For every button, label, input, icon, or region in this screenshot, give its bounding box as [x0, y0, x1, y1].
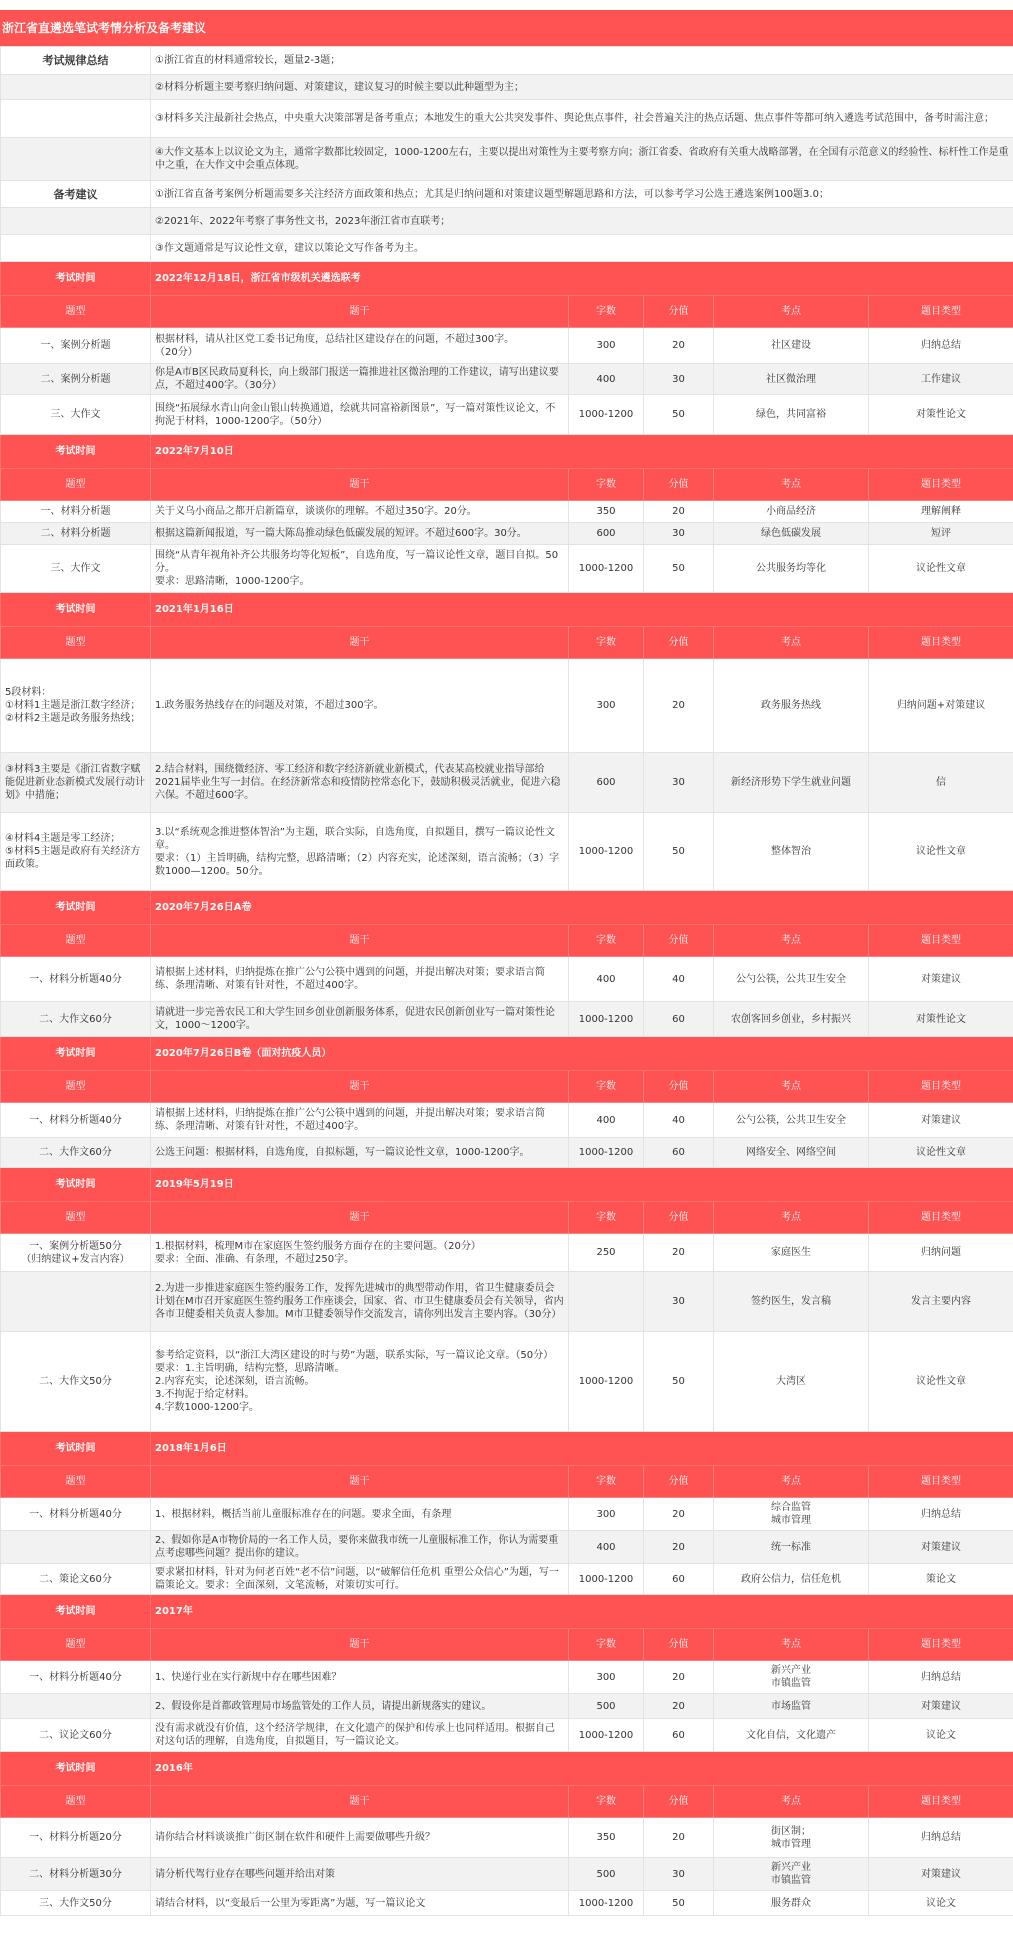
exam-time-value: 2020年7月26日B卷（面对抗疫人员）	[151, 1037, 1013, 1071]
cell-category: 议论性文章	[869, 813, 1013, 891]
header-type: 题型	[1, 469, 151, 501]
cell-words: 1000-1200	[569, 395, 644, 435]
header-score: 分值	[644, 1202, 714, 1234]
cell-stem: 请就进一步完善农民工和大学生回乡创业创新服务体系，促进农民创新创业写一篇对策性论文，1000～1200字。	[151, 1002, 569, 1037]
cell-words: 500	[569, 1694, 644, 1719]
exam-analysis-table	[0, 46, 1013, 1916]
cell-category: 发言主要内容	[869, 1272, 1013, 1332]
table-header-row	[1, 925, 1013, 957]
cell-category: 归纳问题	[869, 1234, 1013, 1272]
cell-score: 20	[644, 1694, 714, 1719]
header-type: 题型	[1, 1629, 151, 1661]
cell-point: 市场监管	[714, 1694, 869, 1719]
cell-category: 议论文	[869, 1719, 1013, 1752]
table-row	[1, 1332, 1013, 1432]
summary-label	[1, 100, 151, 138]
header-words: 字数	[569, 469, 644, 501]
cell-words: 1000-1200	[569, 1891, 644, 1916]
table-header-row	[1, 1466, 1013, 1498]
header-stem: 题干	[151, 469, 569, 501]
header-point: 考点	[714, 925, 869, 957]
exam-time-value: 2022年7月10日	[151, 435, 1013, 469]
cell-category: 对策性论文	[869, 395, 1013, 435]
cell-words: 300	[569, 1498, 644, 1531]
cell-words: 300	[569, 328, 644, 364]
table-row	[1, 328, 1013, 364]
header-stem: 题干	[151, 1071, 569, 1103]
summary-label: 备考建议	[1, 181, 151, 208]
cell-stem: 请结合材料，以“变最后一公里为零距离”为题，写一篇议论文	[151, 1891, 569, 1916]
header-point: 考点	[714, 1466, 869, 1498]
summary-text: ③材料多关注最新社会热点，中央重大决策部署是备考重点；本地发生的重大公共突发事件、舆论焦点事件，社会普遍关注的热点话题、焦点事件等都可纳入遴选考试范围中，备考时需注意；	[151, 100, 1013, 138]
table-row	[1, 957, 1013, 1002]
table-header-row	[1, 1629, 1013, 1661]
cell-category: 归纳总结	[869, 1661, 1013, 1694]
cell-type: 一、案例分析题50分 （归纳建议+发言内容）	[1, 1234, 151, 1272]
header-score: 分值	[644, 925, 714, 957]
cell-type: 一、材料分析题	[1, 501, 151, 523]
cell-point: 大湾区	[714, 1332, 869, 1432]
exam-time-label: 考试时间	[1, 1432, 151, 1466]
header-point: 考点	[714, 1202, 869, 1234]
header-category: 题目类型	[869, 469, 1013, 501]
header-type: 题型	[1, 1786, 151, 1818]
exam-time-label: 考试时间	[1, 593, 151, 627]
header-type: 题型	[1, 1071, 151, 1103]
exam-section-row	[1, 1595, 1013, 1629]
cell-point: 公共服务均等化	[714, 545, 869, 593]
summary-text: ②2021年、2022年考察了事务性文书，2023年浙江省市直联考；	[151, 208, 1013, 235]
cell-point: 新兴产业 市镇监管	[714, 1858, 869, 1891]
exam-time-label: 考试时间	[1, 1168, 151, 1202]
cell-words: 1000-1200	[569, 1719, 644, 1752]
cell-words: 400	[569, 957, 644, 1002]
cell-type: 一、材料分析题40分	[1, 1661, 151, 1694]
cell-score: 60	[644, 1564, 714, 1595]
cell-stem: 没有需求就没有价值，这个经济学规律，在文化遗产的保护和传承上也同样适用。根据自己对这句话的理解，自选角度，自拟题目，写一篇议论文。	[151, 1719, 569, 1752]
exam-section-row	[1, 262, 1013, 296]
cell-stem: 要求紧扣材料，针对为何老百姓“老不信”问题，以“破解信任危机 重塑公众信心”为题，写一篇策论文。要求：全面深刻，文笔流畅，对策切实可行。	[151, 1564, 569, 1595]
exam-time-value: 2020年7月26日A卷	[151, 891, 1013, 925]
table-row	[1, 523, 1013, 545]
cell-stem: 你是A市B区民政局夏科长，向上级部门报送一篇推进社区微治理的工作建议，请写出建议要点，不超过400字。（30分）	[151, 364, 569, 395]
header-stem: 题干	[151, 1466, 569, 1498]
cell-category: 对策建议	[869, 1858, 1013, 1891]
cell-score: 30	[644, 1272, 714, 1332]
cell-point: 统一标准	[714, 1531, 869, 1564]
cell-type: 二、大作文60分	[1, 1002, 151, 1037]
cell-score: 20	[644, 1818, 714, 1858]
cell-type: 一、材料分析题40分	[1, 1498, 151, 1531]
cell-point: 社区建设	[714, 328, 869, 364]
cell-stem: 2.为进一步推进家庭医生签约服务工作，发挥先进城市的典型带动作用，省卫生健康委员会计划在M市召开家庭医生签约服务工作座谈会，国家、省、市卫生健康委员会有关领导，省内各市卫健委相关负责人参加。M市卫健委领导作交流发言，请你列出发言主要内容。（30分）	[151, 1272, 569, 1332]
header-type: 题型	[1, 1466, 151, 1498]
cell-stem: 3.以“系统观念推进整体智治”为主题，联合实际，自选角度，自拟题目，撰写一篇议论性文章。 要求：（1）主旨明确，结构完整，思路清晰；（2）内容充实，论述深刻，语言流畅；（3）字数1000—1200。50分。	[151, 813, 569, 891]
cell-point: 公勺公筷，公共卫生安全	[714, 1103, 869, 1138]
cell-words: 400	[569, 364, 644, 395]
header-score: 分值	[644, 627, 714, 659]
header-type: 题型	[1, 925, 151, 957]
header-score: 分值	[644, 469, 714, 501]
cell-point: 社区微治理	[714, 364, 869, 395]
summary-label	[1, 75, 151, 100]
exam-section-row	[1, 435, 1013, 469]
summary-label	[1, 138, 151, 181]
table-row	[1, 659, 1013, 753]
cell-type: 5段材料： ①材料1主题是浙江数字经济；②材料2主题是政务服务热线；	[1, 659, 151, 753]
table-row	[1, 1719, 1013, 1752]
table-header-row	[1, 296, 1013, 328]
cell-category: 归纳总结	[869, 328, 1013, 364]
cell-stem: 2、假如你是A市物价局的一名工作人员，要你来做我市统一儿童服标准工作，你认为需要重点考虑哪些问题？提出你的建议。	[151, 1531, 569, 1564]
cell-words: 500	[569, 1858, 644, 1891]
cell-score: 20	[644, 1531, 714, 1564]
cell-stem: 请你结合材料谈谈推广街区制在软件和硬件上需要做哪些升级？	[151, 1818, 569, 1858]
header-words: 字数	[569, 1071, 644, 1103]
cell-category: 工作建议	[869, 364, 1013, 395]
cell-words: 1000-1200	[569, 1002, 644, 1037]
table-row	[1, 364, 1013, 395]
cell-point: 街区制； 城市管理	[714, 1818, 869, 1858]
exam-time-label: 考试时间	[1, 891, 151, 925]
cell-type: 二、材料分析题	[1, 523, 151, 545]
cell-score: 20	[644, 501, 714, 523]
exam-time-value: 2021年1月16日	[151, 593, 1013, 627]
cell-type: 一、材料分析题40分	[1, 1103, 151, 1138]
cell-type	[1, 1531, 151, 1564]
cell-score: 30	[644, 364, 714, 395]
table-row	[1, 1002, 1013, 1037]
summary-row	[1, 47, 1013, 75]
exam-time-value: 2016年	[151, 1752, 1013, 1786]
header-type: 题型	[1, 296, 151, 328]
table-row	[1, 1138, 1013, 1168]
cell-words: 1000-1200	[569, 545, 644, 593]
cell-category: 对策性论文	[869, 1002, 1013, 1037]
cell-score: 20	[644, 1498, 714, 1531]
cell-words: 250	[569, 1234, 644, 1272]
header-type: 题型	[1, 1202, 151, 1234]
header-words: 字数	[569, 296, 644, 328]
cell-score: 20	[644, 328, 714, 364]
cell-score: 50	[644, 395, 714, 435]
cell-type: 一、材料分析题40分	[1, 957, 151, 1002]
cell-stem: 关于义乌小商品之都开启新篇章，谈谈你的理解。不超过350字。20分。	[151, 501, 569, 523]
cell-category: 信	[869, 753, 1013, 813]
header-type: 题型	[1, 627, 151, 659]
cell-score: 50	[644, 1332, 714, 1432]
cell-type: 二、案例分析题	[1, 364, 151, 395]
cell-score: 60	[644, 1138, 714, 1168]
cell-stem: 1.根据材料，梳理M市在家庭医生签约服务方面存在的主要问题。（20分） 要求：全面、准确、有条理，不超过250字。	[151, 1234, 569, 1272]
cell-words: 400	[569, 1531, 644, 1564]
cell-words: 350	[569, 501, 644, 523]
cell-category: 议论性文章	[869, 1332, 1013, 1432]
cell-score: 20	[644, 1661, 714, 1694]
cell-score: 30	[644, 1858, 714, 1891]
table-row	[1, 1818, 1013, 1858]
header-score: 分值	[644, 1786, 714, 1818]
cell-stem: 围绕“拓展绿水青山向金山银山转换通道，绘就共同富裕新图景”，写一篇对策性议论文，不拘泥于材料，1000-1200字。（50分）	[151, 395, 569, 435]
cell-category: 议论文	[869, 1891, 1013, 1916]
cell-point: 网络安全、网络空间	[714, 1138, 869, 1168]
cell-stem: 1、快递行业在实行新规中存在哪些困难？	[151, 1661, 569, 1694]
header-category: 题目类型	[869, 1202, 1013, 1234]
table-row	[1, 545, 1013, 593]
cell-point: 政务服务热线	[714, 659, 869, 753]
cell-type: 二、大作文50分	[1, 1332, 151, 1432]
header-category: 题目类型	[869, 925, 1013, 957]
cell-score: 60	[644, 1719, 714, 1752]
summary-row	[1, 181, 1013, 208]
header-words: 字数	[569, 627, 644, 659]
table-header-row	[1, 627, 1013, 659]
table-row	[1, 1564, 1013, 1595]
table-header-row	[1, 1071, 1013, 1103]
cell-category: 策论文	[869, 1564, 1013, 1595]
summary-text: ④大作文基本上以议论文为主，通常字数都比较固定，1000-1200左右，主要以提出对策性为主要考察方向；浙江省委、省政府有关重大战略部署，在全国有示范意义的经验性、标杆性工作是重中之重，在大作文中会重点体现。	[151, 138, 1013, 181]
exam-section-row	[1, 1037, 1013, 1071]
header-point: 考点	[714, 1629, 869, 1661]
header-words: 字数	[569, 1786, 644, 1818]
table-header-row	[1, 469, 1013, 501]
cell-point: 服务群众	[714, 1891, 869, 1916]
header-score: 分值	[644, 296, 714, 328]
exam-time-label: 考试时间	[1, 262, 151, 296]
header-category: 题目类型	[869, 1786, 1013, 1818]
header-point: 考点	[714, 1786, 869, 1818]
cell-point: 综合监管 城市管理	[714, 1498, 869, 1531]
exam-time-value: 2019年5月19日	[151, 1168, 1013, 1202]
header-words: 字数	[569, 925, 644, 957]
table-row	[1, 1234, 1013, 1272]
cell-stem: 请根据上述材料，归纳提炼在推广公勺公筷中遇到的问题，并提出解决对策；要求语言简练、条理清晰、对策有针对性，不超过400字。	[151, 957, 569, 1002]
header-score: 分值	[644, 1071, 714, 1103]
table-header-row	[1, 1202, 1013, 1234]
cell-category: 归纳总结	[869, 1498, 1013, 1531]
cell-point: 农创客回乡创业，乡村振兴	[714, 1002, 869, 1037]
cell-words: 400	[569, 1103, 644, 1138]
header-category: 题目类型	[869, 1466, 1013, 1498]
cell-type: ④材料4主题是零工经济； ⑤材料5主题是政府有关经济方面政策。	[1, 813, 151, 891]
header-point: 考点	[714, 296, 869, 328]
cell-score: 50	[644, 1891, 714, 1916]
cell-point: 文化自信，文化遗产	[714, 1719, 869, 1752]
summary-text: ②材料分析题主要考察归纳问题、对策建议，建议复习的时候主要以此种题型为主；	[151, 75, 1013, 100]
header-category: 题目类型	[869, 1071, 1013, 1103]
table-row	[1, 813, 1013, 891]
header-stem: 题干	[151, 925, 569, 957]
summary-label: 考试规律总结	[1, 47, 151, 75]
exam-section-row	[1, 891, 1013, 925]
header-stem: 题干	[151, 296, 569, 328]
cell-point: 政府公信力，信任危机	[714, 1564, 869, 1595]
exam-time-label: 考试时间	[1, 435, 151, 469]
table-row	[1, 501, 1013, 523]
cell-type: 三、大作文	[1, 395, 151, 435]
cell-category: 议论性文章	[869, 1138, 1013, 1168]
summary-text: ③作文题通常是写议论性文章，建议以策论文写作备考为主。	[151, 235, 1013, 262]
cell-category: 对策建议	[869, 1103, 1013, 1138]
exam-time-value: 2018年1月6日	[151, 1432, 1013, 1466]
cell-words: 300	[569, 659, 644, 753]
table-row	[1, 753, 1013, 813]
summary-row	[1, 208, 1013, 235]
cell-point: 公勺公筷，公共卫生安全	[714, 957, 869, 1002]
cell-words	[569, 1272, 644, 1332]
exam-section-row	[1, 1168, 1013, 1202]
cell-words: 1000-1200	[569, 1138, 644, 1168]
cell-stem: 参考给定资料，以“浙江大湾区建设的时与势”为题，联系实际，写一篇议论文章。（50分） 要求：1.主旨明确，结构完整，思路清晰。 2.内容充实，论述深刻，语言流畅。 3.不拘泥于给定材料。 4.字数1000-1200字。	[151, 1332, 569, 1432]
cell-score: 50	[644, 545, 714, 593]
summary-text: ①浙江省直的材料通常较长，题量2-3题；	[151, 47, 1013, 75]
header-category: 题目类型	[869, 296, 1013, 328]
cell-point: 新兴产业 市镇监管	[714, 1661, 869, 1694]
cell-type: 三、大作文50分	[1, 1891, 151, 1916]
cell-score: 50	[644, 813, 714, 891]
cell-type: 二、策论文60分	[1, 1564, 151, 1595]
cell-category: 对策建议	[869, 1531, 1013, 1564]
header-point: 考点	[714, 627, 869, 659]
header-score: 分值	[644, 1629, 714, 1661]
cell-words: 350	[569, 1818, 644, 1858]
cell-words: 1000-1200	[569, 1564, 644, 1595]
cell-type	[1, 1272, 151, 1332]
exam-time-label: 考试时间	[1, 1752, 151, 1786]
summary-row	[1, 100, 1013, 138]
summary-text: ①浙江省直备考案例分析题需要多关注经济方面政策和热点；尤其是归纳问题和对策建议题型解题思路和方法，可以参考学习公选王遴选案例100题3.0；	[151, 181, 1013, 208]
table-row	[1, 1531, 1013, 1564]
header-score: 分值	[644, 1466, 714, 1498]
table-row	[1, 1103, 1013, 1138]
cell-category: 归纳总结	[869, 1818, 1013, 1858]
exam-time-value: 2017年	[151, 1595, 1013, 1629]
cell-stem: 围绕“从青年视角补齐公共服务均等化短板”，自选角度，写一篇议论性文章，题目自拟。50分。 要求：思路清晰，1000-1200字。	[151, 545, 569, 593]
table-row	[1, 1891, 1013, 1916]
cell-score: 30	[644, 753, 714, 813]
header-stem: 题干	[151, 1629, 569, 1661]
table-row	[1, 395, 1013, 435]
cell-score: 30	[644, 523, 714, 545]
header-point: 考点	[714, 469, 869, 501]
cell-stem: 根据材料，请从社区党工委书记角度，总结社区建设存在的问题，不超过300字。 （20分）	[151, 328, 569, 364]
cell-stem: 根据这篇新闻报道，写一篇大陈岛推动绿色低碳发展的短评。不超过600字。30分。	[151, 523, 569, 545]
cell-point: 小商品经济	[714, 501, 869, 523]
cell-type: ③材料3主要是《浙江省数字赋能促进新业态新模式发展行动计划》中措施；	[1, 753, 151, 813]
cell-category: 对策建议	[869, 1694, 1013, 1719]
cell-stem: 2.结合材料，围绕微经济、零工经济和数字经济新就业新模式，代表某高校就业指导部给2021届毕业生写一封信。在经济新常态和疫情防控常态化下，鼓励积极灵活就业，促进六稳六保。不超过600字。	[151, 753, 569, 813]
cell-stem: 公选王问题：根据材料，自选角度，自拟标题，写一篇议论性文章，1000-1200字。	[151, 1138, 569, 1168]
cell-category: 理解阐释	[869, 501, 1013, 523]
table-row	[1, 1858, 1013, 1891]
exam-time-label: 考试时间	[1, 1037, 151, 1071]
cell-score: 20	[644, 659, 714, 753]
summary-row	[1, 75, 1013, 100]
header-stem: 题干	[151, 1202, 569, 1234]
cell-stem: 1.政务服务热线存在的问题及对策，不超过300字。	[151, 659, 569, 753]
cell-words: 300	[569, 1661, 644, 1694]
cell-category: 归纳问题+对策建议	[869, 659, 1013, 753]
cell-point: 绿色，共同富裕	[714, 395, 869, 435]
header-words: 字数	[569, 1629, 644, 1661]
cell-point: 新经济形势下学生就业问题	[714, 753, 869, 813]
exam-section-row	[1, 593, 1013, 627]
cell-type	[1, 1694, 151, 1719]
cell-score: 40	[644, 957, 714, 1002]
cell-words: 600	[569, 523, 644, 545]
exam-section-row	[1, 1432, 1013, 1466]
cell-category: 对策建议	[869, 957, 1013, 1002]
cell-score: 20	[644, 1234, 714, 1272]
cell-point: 绿色低碳发展	[714, 523, 869, 545]
summary-row	[1, 235, 1013, 262]
table-row	[1, 1694, 1013, 1719]
exam-time-value: 2022年12月18日，浙江省市级机关遴选联考	[151, 262, 1013, 296]
exam-section-row	[1, 1752, 1013, 1786]
table-row	[1, 1661, 1013, 1694]
header-point: 考点	[714, 1071, 869, 1103]
cell-type: 二、材料分析题30分	[1, 1858, 151, 1891]
cell-score: 40	[644, 1103, 714, 1138]
cell-stem: 1、根据材料，概括当前儿童服标准存在的问题。要求全面，有条理	[151, 1498, 569, 1531]
cell-score: 60	[644, 1002, 714, 1037]
cell-type: 一、材料分析题20分	[1, 1818, 151, 1858]
cell-stem: 2、假设你是首都政管理局市场监管处的工作人员，请提出新规落实的建议。	[151, 1694, 569, 1719]
cell-category: 短评	[869, 523, 1013, 545]
page-title: 浙江省直遴选笔试考情分析及备考建议	[0, 10, 1013, 46]
cell-type: 二、大作文60分	[1, 1138, 151, 1168]
cell-type: 二、议论文60分	[1, 1719, 151, 1752]
cell-words: 1000-1200	[569, 1332, 644, 1432]
header-category: 题目类型	[869, 627, 1013, 659]
header-words: 字数	[569, 1466, 644, 1498]
header-stem: 题干	[151, 627, 569, 659]
cell-category: 议论性文章	[869, 545, 1013, 593]
cell-point: 签约医生，发言稿	[714, 1272, 869, 1332]
header-category: 题目类型	[869, 1629, 1013, 1661]
cell-words: 1000-1200	[569, 813, 644, 891]
summary-label	[1, 235, 151, 262]
cell-point: 整体智治	[714, 813, 869, 891]
table-row	[1, 1272, 1013, 1332]
summary-row	[1, 138, 1013, 181]
table-header-row	[1, 1786, 1013, 1818]
summary-label	[1, 208, 151, 235]
table-row	[1, 1498, 1013, 1531]
cell-type: 一、案例分析题	[1, 328, 151, 364]
header-words: 字数	[569, 1202, 644, 1234]
cell-words: 600	[569, 753, 644, 813]
cell-type: 三、大作文	[1, 545, 151, 593]
cell-stem: 请根据上述材料，归纳提炼在推广公勺公筷中遇到的问题，并提出解决对策；要求语言简练、条理清晰、对策有针对性，不超过400字。	[151, 1103, 569, 1138]
header-stem: 题干	[151, 1786, 569, 1818]
cell-point: 家庭医生	[714, 1234, 869, 1272]
cell-stem: 请分析代驾行业存在哪些问题并给出对策	[151, 1858, 569, 1891]
exam-time-label: 考试时间	[1, 1595, 151, 1629]
